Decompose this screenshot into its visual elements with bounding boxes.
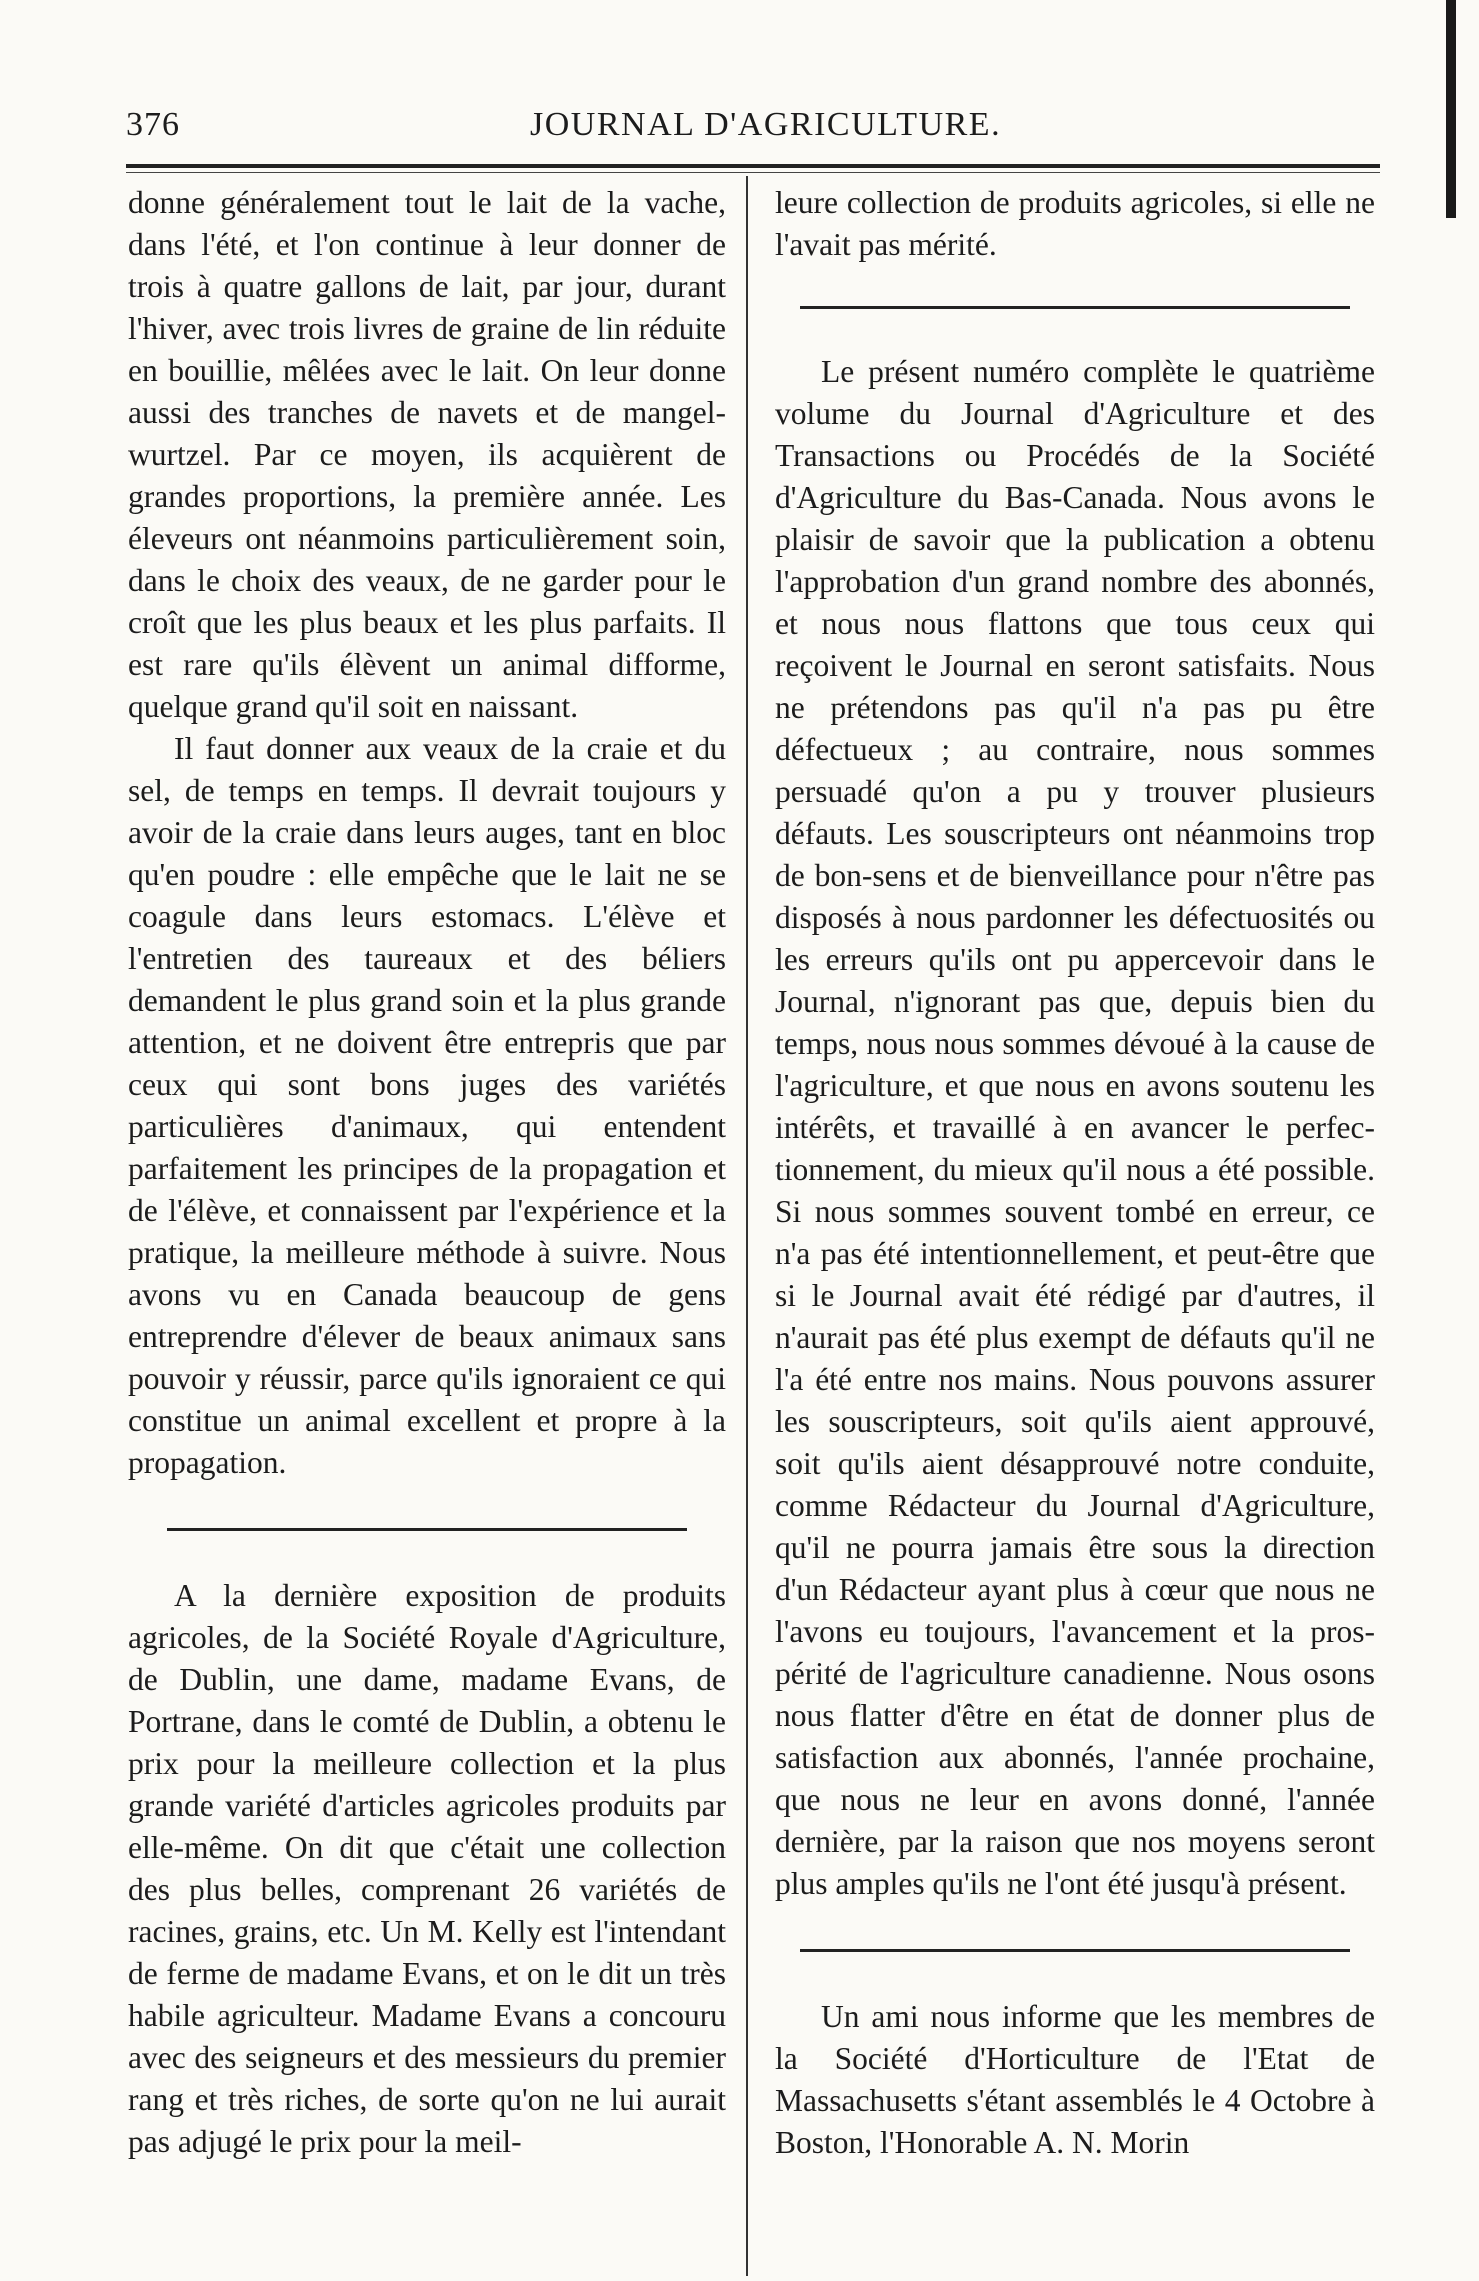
paragraph-horticulture-society: Un ami nous informe que les membres de la Société d'Horticulture de l'Etat de Massachusetts s'étant assemblés le 4 Octobre à Boston, l'Honorable A. N. Morin: [775, 1999, 1375, 2160]
section-separator: [167, 1528, 687, 1531]
paragraph-calves-feeding: donne généralement tout le lait de la vache, dans l'été, et l'on continue à leur donner de trois à quatre gallons de lait, par jour, durant l'hiver, avec trois livres de graine de lin réduite en bouillie, mêlées avec le lait. On leur donne aussi des tranches de navets et de mangel-wurtzel. Par ce moyen, ils acquièrent de grandes proportions, la première année. Les éleveurs ont néanmoins particulièrement soin, dans le choix des veaux, de ne garder pour le croît que les plus beaux et les plus parfaits. Il est rare qu'ils élèvent un animal difforme, quelque grand qu'il soit en naissant.: [128, 185, 726, 724]
paragraph-continuation: leure collection de produits agricoles, si elle ne l'avait pas mérité.: [775, 185, 1375, 262]
paragraph-chalk-and-salt: Il faut donner aux veaux de la craie et du sel, de temps en temps. Il devrait toujours y avoir de la craie dans leurs auges, tant en bloc qu'en poudre : elle empêche que le lait ne se coagule dans leurs estomacs. L'élève et l'entretien des taureaux et des béliers demandent le plus grand soin et la plus grande attention, et ne doivent être entrepris que par ceux qui sont bons juges des variétés particulières d'animaux, qui entendent parfaitement les principes de la propagation et de l'élève, et connaissent par l'expérience et la pratique, la meilleure méthode à suivre. Nous avons vu en Canada beaucoup de gens entreprendre d'élever de beaux animaux sans pouvoir y réussir, parce qu'ils ignoraient ce qui constitue un animal excellent et propre à la propagation.: [128, 731, 726, 1480]
header-rule-thin: [126, 172, 1380, 173]
running-title: JOURNAL D'AGRICULTURE.: [530, 106, 1002, 143]
page-edge-mark: [1446, 0, 1456, 218]
left-column: [128, 182, 726, 2163]
header-rule: [126, 164, 1380, 168]
column-divider: [746, 176, 748, 2276]
section-separator: [800, 1949, 1350, 1952]
page-number: 376: [126, 106, 180, 143]
section-separator: [800, 306, 1350, 309]
paragraph-dublin-exhibition: A la dernière exposition de produits agricoles, de la Société Royale d'Agriculture, de Dublin, une dame, madame Evans, de Portrane, dans le comté de Dublin, a obtenu le prix pour la meilleure collection et la plus grande variété d'articles agricoles produits par elle-même. On dit que c'était une collection des plus belles, comprenant 26 variétés de racines, grains, etc. Un M. Kelly est l'intendant de ferme de madame Evans, et on le dit un très habile agriculteur. Madame Evans a concouru avec des seigneurs et des messieurs du premier rang et très riches, de sorte qu'on ne lui aurait pas adjugé le prix pour la meil-: [128, 1578, 726, 2159]
right-column: [775, 182, 1375, 2164]
paragraph-volume-notice: Le présent numéro complète le quatrième volume du Journal d'Agriculture et des Transactions ou Procédés de la Société d'Agriculture du Bas-Canada. Nous avons le plaisir de savoir que la publication a obtenu l'approbation d'un grand nombre des abonnés, et nous nous flattons que tous ceux qui reçoivent le Journal en seront satisfaits. Nous ne prétendons pas qu'il n'a pas pu être défectueux ; au contraire, nous sommes persuadé qu'on a pu y trouver plusieurs défauts. Les souscripteurs ont néanmoins trop de bon-sens et de bienveillance pour n'être pas disposés à nous pardonner les défectuosités ou les erreurs qu'ils ont pu appercevoir dans le Journal, n'ignorant pas que, depuis bien du temps, nous nous sommes dévoué à la cause de l'agriculture, et que nous en avons soutenu les intérêts, et travaillé à en avancer le perfectionnement, du mieux qu'il nous a été possible. Si nous sommes souvent tombé en erreur, ce n'a pas été intentionnellement, et peut-être que si le Journal avait été rédigé par d'autres, il n'aurait pas été plus exempt de défauts qu'il ne l'a été entre nos mains. Nous pouvons assurer les souscripteurs, soit qu'ils aient approuvé, soit qu'ils aient désapprouvé notre conduite, comme Rédacteur du Journal d'Agriculture, qu'il ne pourra jamais être sous la direction d'un Rédacteur ayant plus à cœur que nous ne l'avons eu toujours, l'avancement et la prospérité de l'agriculture canadienne. Nous osons nous flatter d'être en état de donner plus de satisfaction aux abonnés, l'année prochaine, que nous ne leur en avons donné, l'année dernière, par la raison que nos moyens seront plus amples qu'ils ne l'ont été jusqu'à présent.: [775, 354, 1375, 1901]
